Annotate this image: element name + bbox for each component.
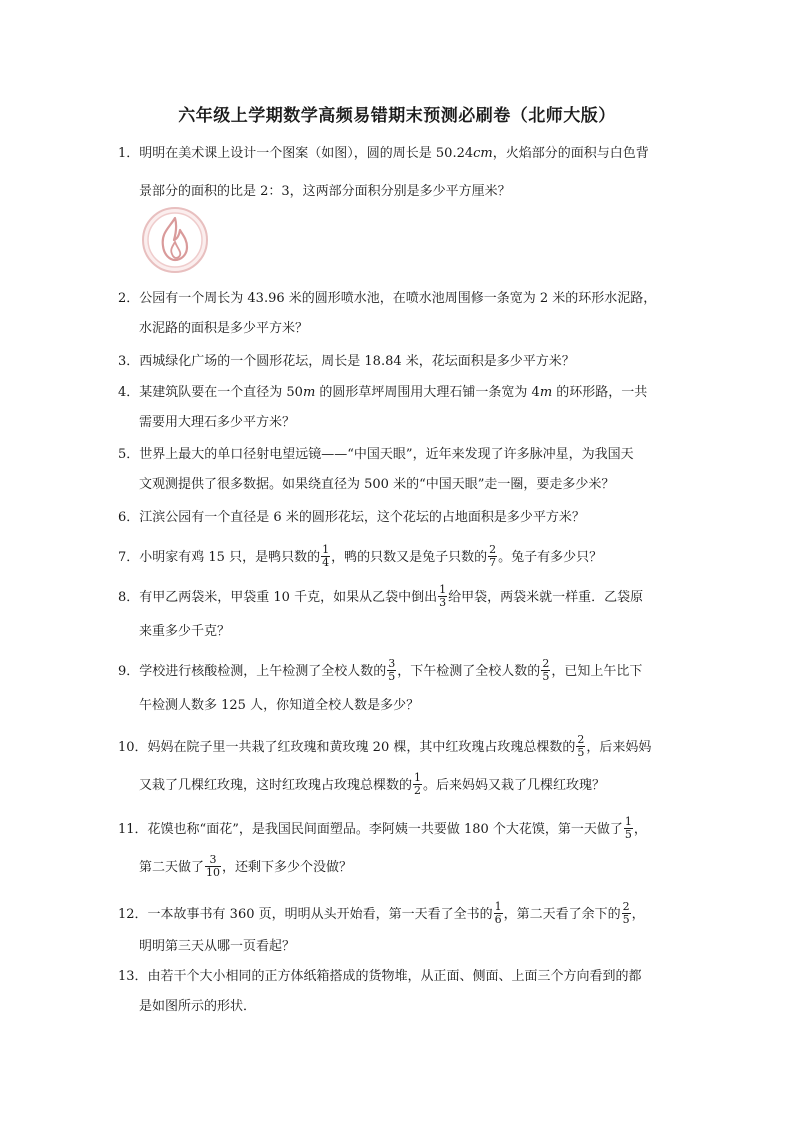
question-12-line-1: 12．一本故事书有 360 页，明明从头开始看，第一天看了全书的 $\frac{1}{6}$ ，第二天看了余下的 $\frac{2}{5}$ ， (118, 900, 645, 926)
question-8-line-2: 来重多少千克？ (139, 624, 231, 639)
fraction: $\frac{2}{5}$ (542, 657, 550, 683)
question-5-line-2: 文观测提供了很多数据。如果绕直径为 500 米的“中国天眼”走一圈，要走多少米？ (139, 477, 615, 492)
question-11-line-1: 11．花馍也称“面花”，是我国民间面塑品。李阿姨一共要做 180 个大花馍，第一天做了 $\frac{1}{5}$ ， (118, 815, 647, 841)
question-9-line-1: 9．学校进行核酸检测，上午检测了全校人数的 $\frac{3}{5}$ ，下午检测了全校人数的 $\frac{2}{5}$ ，已知上午比下 (118, 657, 643, 683)
fraction: $\frac{2}{5}$ (577, 733, 585, 759)
fraction: $\frac{1}{5}$ (624, 815, 632, 841)
question-10 (118, 733, 678, 797)
question-3 (118, 353, 678, 371)
question-9-line-2: 午检测人数多 125 人，你知道全校人数是多少？ (139, 698, 420, 713)
question-7 (118, 543, 678, 569)
question-10-line-1: 10．妈妈在院子里一共栽了红玫瑰和黄玫瑰 20 棵，其中红玫瑰占玫瑰总棵数的 $\frac{2}{5}$ ，后来妈妈 (118, 733, 652, 759)
question-4-line-2: 需要用大理石多少平方米？ (139, 415, 296, 430)
question-2-line-2: 水泥路的面积是多少平方米？ (139, 321, 309, 336)
question-2 (118, 290, 678, 338)
question-13 (118, 968, 678, 1016)
fraction: $\frac{1}{2}$ (414, 771, 422, 797)
question-10-line-2: 又栽了几棵红玫瑰，这时红玫瑰占玫瑰总棵数的 $\frac{1}{2}$ 。后来妈妈又栽了几棵红玫瑰？ (139, 771, 606, 797)
fraction: $\frac{2}{7}$ (489, 543, 497, 569)
question-4 (118, 384, 678, 432)
question-2-line-1: 2．公园有一个周长为 43.96 米的圆形喷水池，在喷水池周围修一条宽为 2 米的环形水泥路， (118, 291, 657, 306)
question-1-line-1: 1．明明在美术课上设计一个图案（如图），圆的周长是 50.24cm，火焰部分的面积与白色背 (118, 146, 649, 161)
question-11-line-2: 第二天做了 $\frac{3}{10}$ ，还剩下多少个没做？ (139, 853, 353, 879)
question-13-line-2: 是如图所示的形状． (139, 999, 257, 1014)
question-8 (118, 585, 678, 641)
fraction: $\frac{3}{5}$ (388, 657, 396, 683)
fraction: $\frac{1}{6}$ (494, 900, 502, 926)
fraction: $\frac{1}{4}$ (322, 543, 330, 569)
question-5 (118, 446, 678, 494)
question-8-line-1: 8．有甲乙两袋米，甲袋重 10 千克，如果从乙袋中倒出 $\frac{1}{3}$ 给甲袋，两袋米就一样重．乙袋原 (118, 583, 644, 609)
question-7-line-1: 7．小明家有鸡 15 只，是鸭只数的 $\frac{1}{4}$ ，鸭的只数又是兔子只数的 $\frac{2}{7}$ 。兔子有多少只？ (118, 543, 603, 569)
fraction: $\frac{2}{5}$ (622, 900, 630, 926)
question-11 (118, 815, 678, 879)
question-6-line-1: 6．江滨公园有一个直径是 6 米的圆形花坛，这个花坛的占地面积是多少平方米？ (118, 510, 585, 525)
question-3-line-1: 3．西城绿化广场的一个圆形花坛，周长是 18.84 米，花坛面积是多少平方米？ (118, 354, 575, 369)
question-13-line-1: 13．由若干个大小相同的正方体纸箱搭成的货物堆，从正面、侧面、上面三个方向看到的都 (118, 969, 642, 984)
question-5-line-1: 5．世界上最大的单口径射电望远镜——“中国天眼”，近年来发现了许多脉冲星，为我国天 (118, 447, 634, 462)
question-12 (118, 902, 678, 956)
question-1 (118, 145, 678, 201)
question-12-line-2: 明明第三天从哪一页看起？ (139, 939, 296, 954)
page-title: 六年级上学期数学高频易错期末预测必刷卷（北师大版） (178, 106, 616, 126)
flame-in-circle-icon (141, 206, 209, 274)
fraction: $\frac{1}{3}$ (439, 583, 447, 609)
question-9 (118, 659, 678, 715)
question-1-line-2: 景部分的面积的比是 2：3，这两部分面积分别是多少平方厘米？ (139, 184, 511, 199)
question-4-line-1: 4．某建筑队要在一个直径为 50m 的圆形草坪周围用大理石铺一条宽为 4m 的环形路，一共 (118, 385, 648, 400)
fraction: $\frac{3}{10}$ (206, 853, 221, 879)
question-6 (118, 509, 678, 527)
